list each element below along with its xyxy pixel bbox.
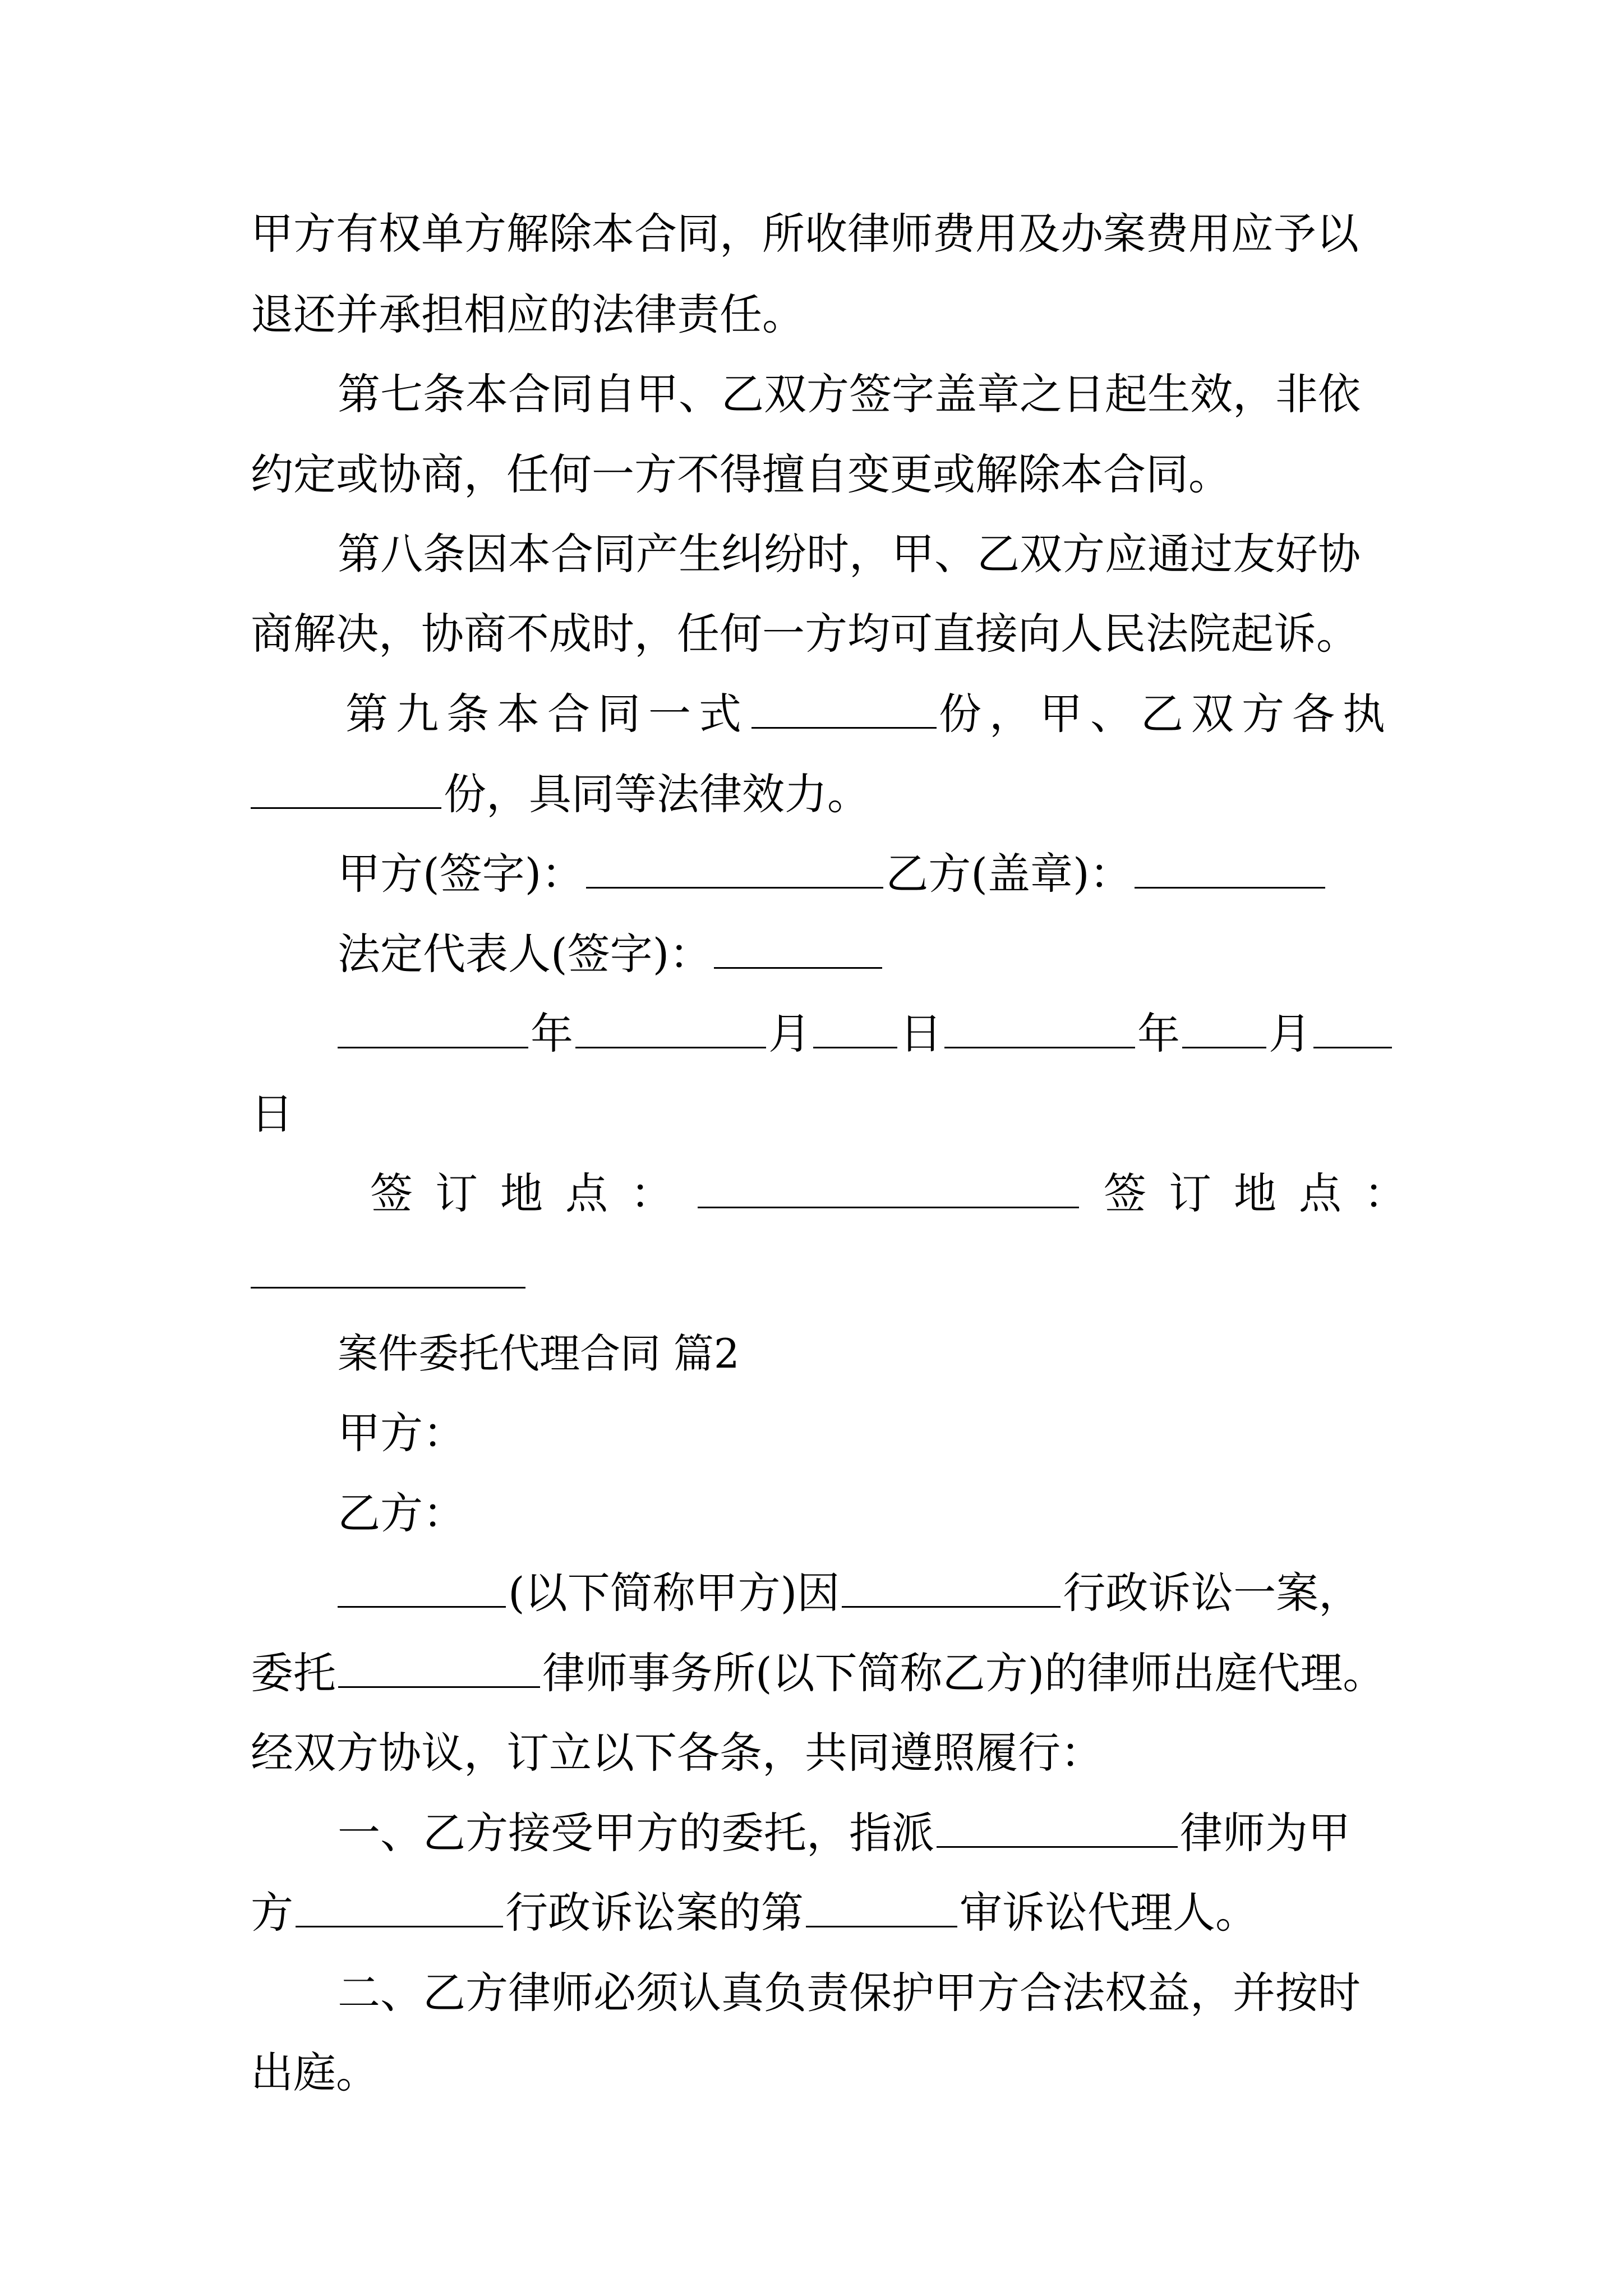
date-line bbox=[338, 992, 1384, 1076]
client-name-blank[interactable] bbox=[338, 1571, 506, 1608]
month-blank[interactable] bbox=[575, 1012, 766, 1048]
text: 律师事务所(以下简称乙方)的律师出庭代理。 bbox=[542, 1648, 1386, 1698]
section-title bbox=[338, 1312, 1384, 1396]
case-name-blank[interactable] bbox=[842, 1571, 1061, 1608]
party-b-label: 乙方： bbox=[338, 1488, 465, 1538]
signing-place-blank[interactable] bbox=[698, 1172, 1079, 1208]
copies-total-blank[interactable] bbox=[751, 692, 937, 729]
article-8-line bbox=[338, 512, 1384, 596]
text: (以下简称甲方)因 bbox=[508, 1568, 840, 1618]
party-b-seal-label: 乙方(盖章)： bbox=[886, 849, 1132, 899]
text: 二、乙方律师必须认真负责保护甲方合法权益，并按时 bbox=[338, 1968, 1361, 2018]
day-blank[interactable] bbox=[1313, 1012, 1392, 1048]
lawyer-name-blank[interactable] bbox=[937, 1811, 1178, 1848]
party-a-sign-label: 甲方(签字)： bbox=[338, 849, 584, 899]
text: 约定或协商，任何一方不得擅自变更或解除本合同。 bbox=[251, 449, 1231, 499]
paragraph-line bbox=[251, 1871, 1384, 1955]
text: 商解决，协商不成时，任何一方均可直接向人民法院起诉。 bbox=[251, 609, 1359, 659]
copies-each-blank[interactable] bbox=[251, 772, 441, 809]
text: 份，甲、乙双方各执 bbox=[939, 689, 1393, 739]
legal-rep-label: 法定代表人(签字)： bbox=[338, 929, 712, 979]
signature-line bbox=[338, 832, 1384, 916]
text: 第八条因本合同产生纠纷时，甲、乙双方应通过友好协 bbox=[338, 529, 1361, 579]
legal-rep-blank[interactable] bbox=[714, 932, 882, 969]
text: 一、乙方接受甲方的委托，指派 bbox=[338, 1808, 934, 1858]
paragraph-line bbox=[251, 1711, 1384, 1795]
clause-2-line bbox=[338, 1951, 1384, 2035]
year-label: 年 bbox=[1137, 1009, 1180, 1059]
party-b-seal-blank[interactable] bbox=[1135, 852, 1325, 889]
case-blank[interactable] bbox=[296, 1891, 503, 1927]
section-title-text: 案件委托代理合同 篇2 bbox=[338, 1330, 740, 1377]
party-a-label: 甲方： bbox=[338, 1408, 465, 1458]
party-a-line bbox=[338, 1391, 1384, 1475]
paragraph-line bbox=[251, 1232, 1384, 1316]
text: 出庭。 bbox=[251, 2047, 379, 2097]
day-blank[interactable] bbox=[813, 1012, 897, 1048]
intro-line bbox=[338, 1551, 1384, 1635]
paragraph-line bbox=[251, 1631, 1384, 1715]
text: 律师为甲 bbox=[1180, 1808, 1350, 1858]
text: 行政诉讼案的第 bbox=[505, 1888, 804, 1938]
text: 方 bbox=[251, 1888, 293, 1938]
month-label: 月 bbox=[1269, 1009, 1311, 1059]
party-b-line bbox=[338, 1471, 1384, 1556]
day-label: 日 bbox=[900, 1009, 942, 1059]
legal-rep-line bbox=[338, 912, 1384, 996]
text: 份，具同等法律效力。 bbox=[444, 769, 870, 819]
signing-place-label: 签订地点： bbox=[370, 1168, 695, 1218]
paragraph-line bbox=[251, 1072, 1384, 1156]
text: 委托 bbox=[251, 1648, 336, 1698]
article-7-line bbox=[338, 352, 1384, 436]
text: 甲方有权单方解除本合同，所收律师费用及办案费用应予以 bbox=[251, 209, 1359, 259]
text: 第九条本合同一式 bbox=[345, 689, 749, 739]
text: 经双方协议，订立以下各条，共同遵照履行： bbox=[251, 1728, 1103, 1778]
law-firm-blank[interactable] bbox=[338, 1651, 540, 1688]
text: 日 bbox=[251, 1089, 293, 1139]
year-label: 年 bbox=[531, 1009, 573, 1059]
year-blank[interactable] bbox=[338, 1012, 528, 1048]
paragraph-line bbox=[251, 192, 1384, 276]
month-label: 月 bbox=[768, 1009, 811, 1059]
text: 行政诉讼一案， bbox=[1063, 1568, 1362, 1618]
text: 审诉讼代理人。 bbox=[960, 1888, 1258, 1938]
month-blank[interactable] bbox=[1182, 1012, 1266, 1048]
signing-place-blank[interactable] bbox=[251, 1252, 525, 1289]
clause-1-line bbox=[338, 1791, 1384, 1875]
paragraph-line bbox=[251, 273, 1384, 357]
signing-place-label: 签订地点： bbox=[1104, 1168, 1429, 1218]
text: 第七条本合同自甲、乙双方签字盖章之日起生效，非依 bbox=[338, 369, 1361, 419]
signing-place-line bbox=[370, 1152, 1429, 1236]
paragraph-line bbox=[251, 2031, 1384, 2115]
article-9-line bbox=[345, 672, 1393, 756]
year-blank[interactable] bbox=[944, 1012, 1135, 1048]
paragraph-line bbox=[251, 752, 1384, 836]
text: 退还并承担相应的法律责任。 bbox=[251, 289, 805, 339]
trial-level-blank[interactable] bbox=[806, 1891, 957, 1927]
party-a-sign-blank[interactable] bbox=[586, 852, 883, 889]
paragraph-line bbox=[251, 432, 1384, 517]
paragraph-line bbox=[251, 592, 1384, 676]
